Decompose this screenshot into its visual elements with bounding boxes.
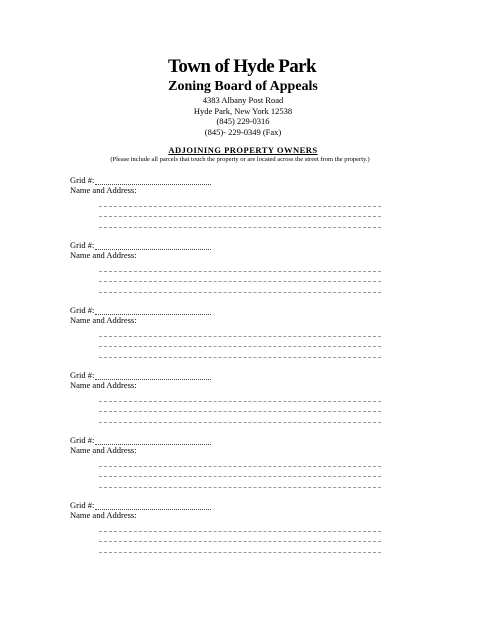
instructions: (Please include all parcels that touch the property or are located across the street from the property.) (110, 156, 370, 163)
address-line-3[interactable] (99, 357, 381, 358)
name-address-label: Name and Address: (70, 445, 137, 455)
street-address: 4383 Albany Post Road (202, 95, 284, 105)
grid-label: Grid #: (70, 500, 95, 510)
town-name: Town of Hyde Park (168, 56, 316, 77)
grid-label: Grid #: (70, 175, 95, 185)
owner-entry (70, 500, 390, 565)
grid-number-field[interactable] (95, 371, 211, 380)
address-line-3[interactable] (99, 487, 381, 488)
name-address-label: Name and Address: (70, 510, 137, 520)
phone-number: (845) 229-0316 (216, 116, 270, 126)
grid-row (70, 240, 390, 250)
name-address-label: Name and Address: (70, 315, 137, 325)
owner-entry (70, 240, 390, 305)
address-line-1[interactable] (99, 466, 381, 467)
grid-label: Grid #: (70, 240, 95, 250)
letterhead (0, 56, 480, 137)
owner-entry (70, 435, 390, 500)
address-line-2[interactable] (99, 281, 381, 282)
grid-number-field[interactable] (95, 176, 211, 185)
grid-number-field[interactable] (95, 306, 211, 315)
section-title-text: ADJOINING PROPERTY OWNERS (168, 145, 318, 155)
grid-label: Grid #: (70, 435, 95, 445)
address-line-1[interactable] (99, 531, 381, 532)
address-line-1[interactable] (99, 206, 381, 207)
owner-entry (70, 370, 390, 435)
fax-number: (845)- 229-0349 (Fax) (204, 126, 282, 137)
address-line-2[interactable] (99, 411, 381, 412)
grid-row (70, 305, 390, 315)
address-line-2[interactable] (99, 346, 381, 347)
name-address-label: Name and Address: (70, 185, 137, 195)
grid-label: Grid #: (70, 305, 95, 315)
address-line-3[interactable] (99, 422, 381, 423)
address-line-3[interactable] (99, 552, 381, 553)
grid-number-field[interactable] (95, 241, 211, 250)
owner-entry (70, 305, 390, 370)
owner-entries (70, 175, 390, 565)
board-name: Zoning Board of Appeals (168, 79, 318, 94)
grid-row (70, 175, 390, 185)
address-line-3[interactable] (99, 227, 381, 228)
address-line-3[interactable] (99, 292, 381, 293)
grid-row (70, 435, 390, 445)
address-line-1[interactable] (99, 336, 381, 337)
address-line-2[interactable] (99, 476, 381, 477)
city-state-zip: Hyde Park, New York 12538 (193, 105, 293, 116)
section-title (0, 145, 480, 155)
address-line-1[interactable] (99, 271, 381, 272)
grid-row (70, 370, 390, 380)
address-line-2[interactable] (99, 541, 381, 542)
owner-entry (70, 175, 390, 240)
grid-number-field[interactable] (95, 436, 211, 445)
name-address-label: Name and Address: (70, 250, 137, 260)
address-line-1[interactable] (99, 401, 381, 402)
address-line-2[interactable] (99, 216, 381, 217)
grid-number-field[interactable] (95, 501, 211, 510)
name-address-label: Name and Address: (70, 380, 137, 390)
grid-label: Grid #: (70, 370, 95, 380)
grid-row (70, 500, 390, 510)
